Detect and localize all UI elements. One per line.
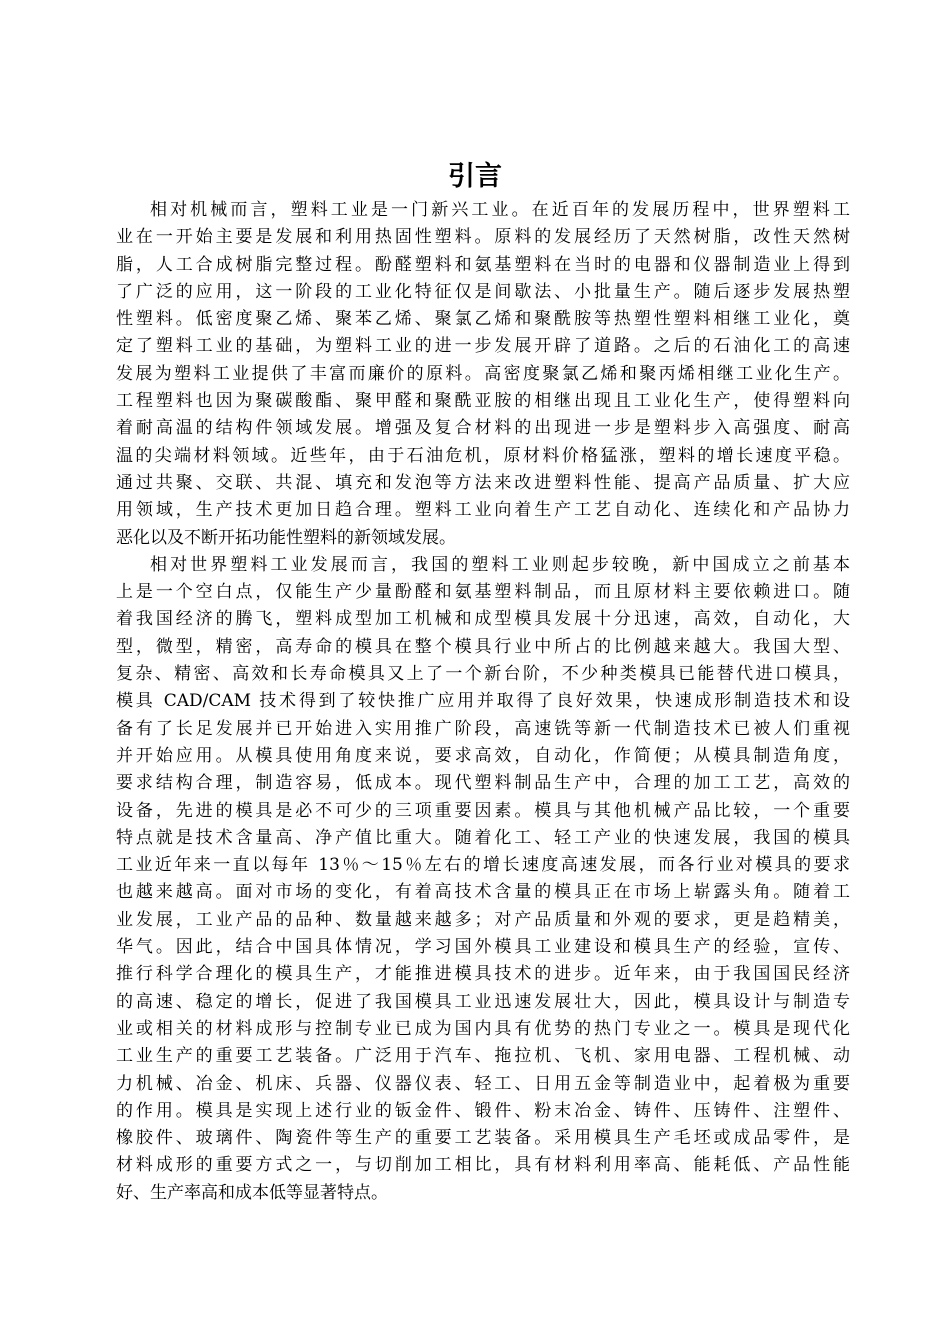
paragraph-line: 材料成形的重要方式之一，与切削加工相比，具有材料利用率高、能耗低、产品性能 <box>116 1155 850 1176</box>
paragraph-line: 脂，人工合成树脂完整过程。酚醛塑料和氨基塑料在当时的电器和仪器制造业上得到 <box>116 254 850 275</box>
paragraph-line: 工程塑料也因为聚碳酸酯、聚甲醛和聚酰亚胺的相继出现且工业化生产，使得塑料向 <box>116 391 850 412</box>
paragraph-line: 着耐高温的结构件领域发展。增强及复合材料的出现进一步是塑料步入高强度、耐高 <box>116 418 850 439</box>
paragraph-line: 好、生产率高和成本低等显著特点。 <box>116 1182 388 1203</box>
paragraph-line: 复杂、精密、高效和长寿命模具又上了一个新台阶，不少种类模具已能替代进口模具， <box>116 664 850 685</box>
paragraph-line: 推行科学合理化的模具生产，才能推进模具技术的进步。近年来，由于我国国民经济 <box>116 964 850 985</box>
paragraph-line: 温的尖端材料领域。近些年，由于石油危机，原材料价格猛涨，塑料的增长速度平稳。 <box>116 445 850 466</box>
paragraph-line: 力机械、冶金、机床、兵器、仪器仪表、轻工、日用五金等制造业中，起着极为重要 <box>116 1073 850 1094</box>
paragraph-line: 上是一个空白点，仅能生产少量酚醛和氨基塑料制品，而且原材料主要依赖进口。随 <box>116 582 850 603</box>
paragraph-line: 模具 CAD/CAM 技术得到了较快推广应用并取得了良好效果，快速成形制造技术和设 <box>116 691 850 712</box>
paragraph-line: 恶化以及不断开拓功能性塑料的新领域发展。 <box>116 527 456 548</box>
paragraph-line: 相对机械而言，塑料工业是一门新兴工业。在近百年的发展历程中，世界塑料工 <box>150 200 850 220</box>
paragraph-line: 定了塑料工业的基础，为塑料工业的进一步发展开辟了道路。之后的石油化工的高速 <box>116 336 850 357</box>
paragraph-line: 华气。因此，结合中国具体情况，学习国外模具工业建设和模具生产的经验，宣传、 <box>116 937 850 958</box>
paragraph-line: 并开始应用。从模具使用角度来说，要求高效，自动化，作简便；从模具制造角度， <box>116 745 850 766</box>
paragraph-line: 要求结构合理，制造容易，低成本。现代塑料制品生产中，合理的加工工艺，高效的 <box>116 773 850 794</box>
document-body <box>116 197 850 1207</box>
paragraph-line: 通过共聚、交联、共混、填充和发泡等方法来改进塑料性能、提高产品质量、扩大应 <box>116 472 850 493</box>
paragraph-line: 型，微型，精密，高寿命的模具在整个模具行业中所占的比例越来越大。我国大型、 <box>116 636 850 657</box>
page-title: 引言 <box>448 161 502 192</box>
paragraph-line: 相对世界塑料工业发展而言，我国的塑料工业则起步较晚，新中国成立之前基本 <box>150 554 850 575</box>
paragraph-line: 业在一开始主要是发展和利用热固性塑料。原料的发展经历了天然树脂，改性天然树 <box>116 227 850 248</box>
paragraph-line: 备有了长足发展并已开始进入实用推广阶段，高速铣等新一代制造技术已被人们重视 <box>116 718 850 739</box>
paragraph-line: 特点就是技术含量高、净产值比重大。随着化工、轻工产业的快速发展，我国的模具 <box>116 827 850 848</box>
paragraph <box>116 552 850 1207</box>
paragraph-line: 业或相关的材料成形与控制专业已成为国内具有优势的热门专业之一。模具是现代化 <box>116 1018 850 1039</box>
paragraph-line: 用领域，生产技术更加日趋合理。塑料工业向着生产工艺自动化、连续化和产品协力 <box>116 500 850 521</box>
paragraph-line: 业发展，工业产品的品种、数量越来越多；对产品质量和外观的要求，更是趋精美， <box>116 909 850 930</box>
paragraph-line: 工业生产的重要工艺装备。广泛用于汽车、拖拉机、飞机、家用电器、工程机械、动 <box>116 1046 850 1067</box>
paragraph-line: 发展为塑料工业提供了丰富而廉价的原料。高密度聚氯乙烯和聚丙烯相继工业化生产。 <box>116 363 850 384</box>
paragraph-line: 着我国经济的腾飞，塑料成型加工机械和成型模具发展十分迅速，高效，自动化，大 <box>116 609 850 630</box>
paragraph-line: 了广泛的应用，这一阶段的工业化特征仅是间歇法、小批量生产。随后逐步发展热塑 <box>116 281 850 302</box>
paragraph-line: 性塑料。低密度聚乙烯、聚苯乙烯、聚氯乙烯和聚酰胺等热塑性塑料相继工业化，奠 <box>116 309 850 330</box>
paragraph-line: 设备，先进的模具是必不可少的三项重要因素。模具与其他机械产品比较，一个重要 <box>116 800 850 821</box>
paragraph-line: 的作用。模具是实现上述行业的钣金件、锻件、粉末冶金、铸件、压铸件、注塑件、 <box>116 1100 850 1121</box>
paragraph <box>116 197 850 552</box>
paragraph-line: 橡胶件、玻璃件、陶瓷件等生产的重要工艺装备。采用模具生产毛坯或成品零件，是 <box>116 1128 850 1149</box>
paragraph-line: 工业近年来一直以每年 13％～15％左右的增长速度高速发展，而各行业对模具的要求 <box>116 855 850 876</box>
paragraph-line: 的高速、稳定的增长，促进了我国模具工业迅速发展壮大，因此，模具设计与制造专 <box>116 991 850 1012</box>
paragraph-line: 也越来越高。面对市场的变化，有着高技术含量的模具正在市场上崭露头角。随着工 <box>116 882 850 903</box>
